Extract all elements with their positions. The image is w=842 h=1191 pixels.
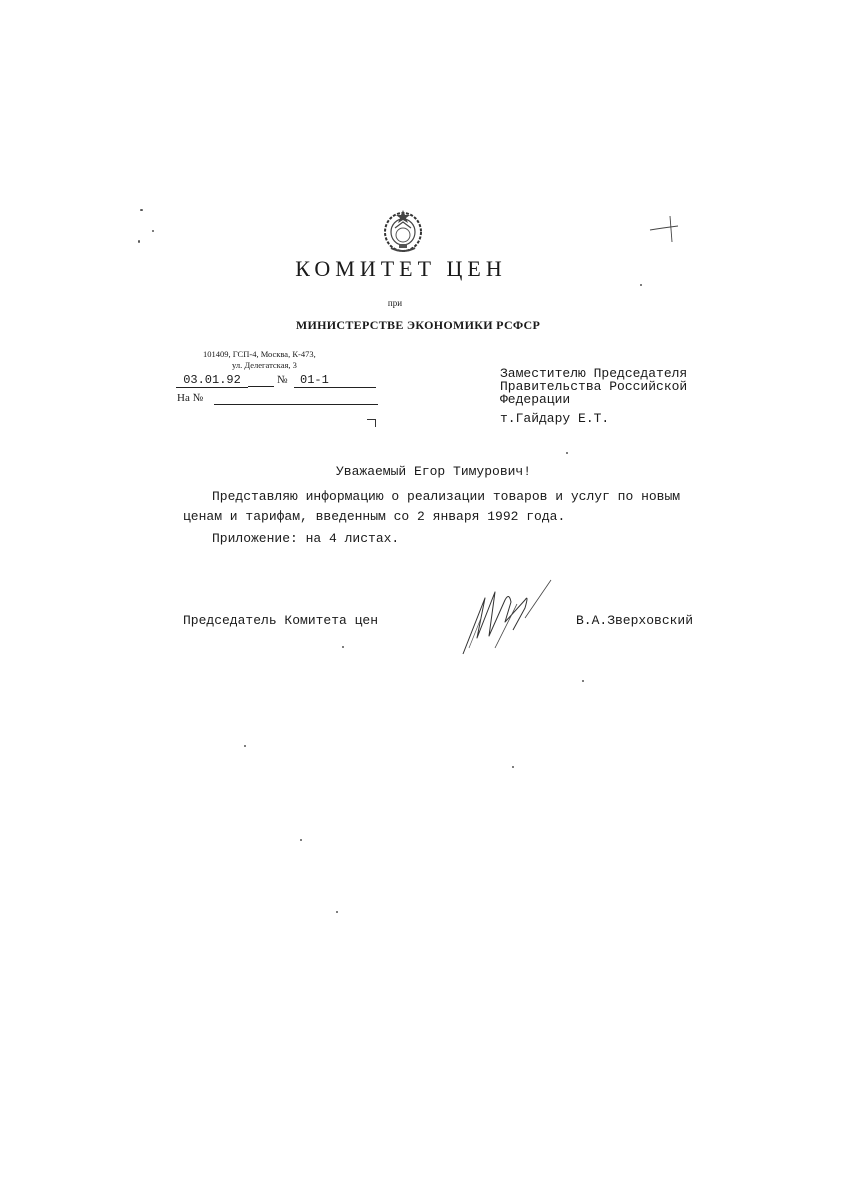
preposition-text: при [387, 298, 403, 308]
greeting: Уважаемый Егор Тимурович! [336, 464, 532, 479]
committee-title: КОМИТЕТ ЦЕН [295, 256, 507, 281]
scan-speck [138, 240, 140, 243]
handwritten-mark-icon [648, 214, 684, 244]
address-line-1: 101409, ГСП-4, Москва, К-473, [203, 349, 316, 359]
state-emblem-icon [381, 206, 425, 256]
number-sign: № [277, 374, 288, 386]
scan-speck [336, 911, 338, 913]
recipient-name: т.Гайдару Е.Т. [500, 411, 610, 426]
recipient-line-1: Заместителю Председателя [500, 366, 688, 381]
scan-speck [300, 839, 302, 841]
scan-speck [244, 745, 246, 747]
recipient-line-2: Правительства Российской [500, 379, 688, 394]
body-line-1: Представляю информацию о реализации товаров и услуг по новым [212, 489, 681, 504]
recipient-line-3: Федерации [500, 392, 571, 407]
scan-speck [640, 284, 642, 286]
address-corner-mark [367, 419, 376, 427]
address-line-2: ул. Делегатская, 3 [232, 360, 297, 370]
scan-speck [152, 230, 154, 232]
scan-speck [512, 766, 514, 768]
scan-speck [582, 680, 584, 682]
reply-to-label: На № [177, 392, 204, 404]
letter-date: 03.01.92 [176, 373, 248, 388]
body-line-2: ценам и тарифам, введенным со 2 января 1992 года. [183, 509, 566, 524]
date-underline [248, 386, 274, 387]
recipient-block [500, 367, 687, 406]
ministry-name: МИНИСТЕРСТВЕ ЭКОНОМИКИ РСФСР [295, 318, 541, 332]
letter-number: 01-1 [294, 373, 376, 388]
scan-speck [140, 209, 143, 211]
attachment-note: Приложение: на 4 листах. [212, 531, 400, 546]
signer-title: Председатель Комитета цен [183, 613, 379, 628]
scan-speck [342, 646, 344, 648]
signer-name: В.А.Зверховский [576, 613, 694, 628]
reply-to-line [214, 404, 378, 405]
handwritten-signature-icon [455, 578, 565, 658]
scan-speck [566, 452, 568, 454]
